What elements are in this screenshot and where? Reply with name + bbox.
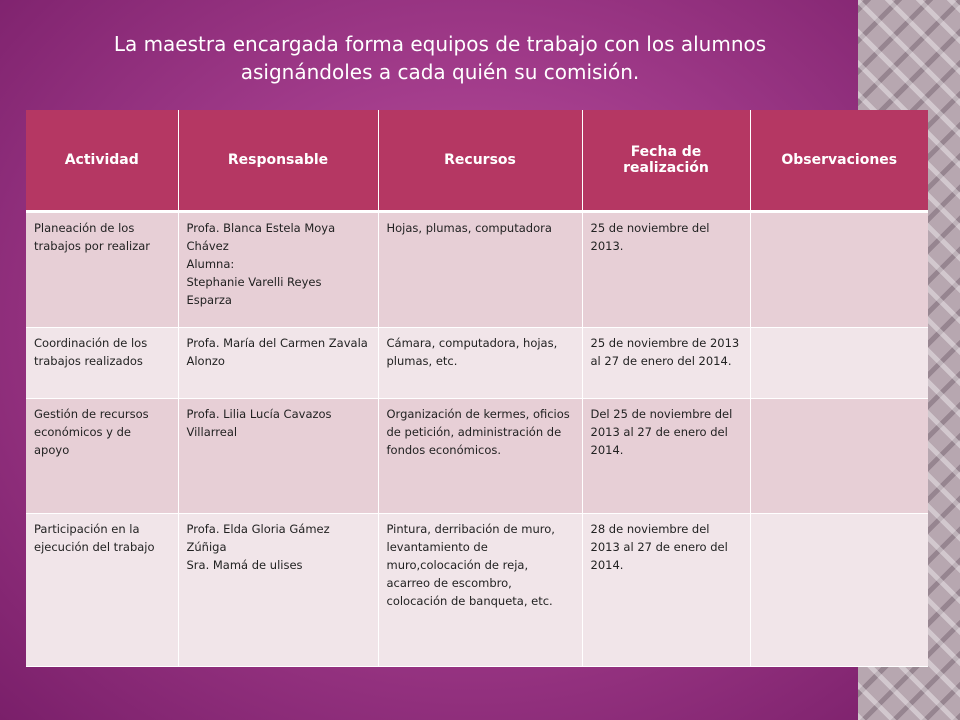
cell-fecha: 28 de noviembre del 2013 al 27 de enero del 2014. (582, 514, 750, 667)
cell-recursos: Pintura, derribación de muro, levantamiento de muro,colocación de reja, acarreo de escombro, colocación de banqueta, etc. (378, 514, 582, 667)
header-fecha-de-realizacion: Fecha de realización (582, 110, 750, 212)
header-actividad: Actividad (26, 110, 178, 212)
cell-responsable: Profa. Elda Gloria Gámez Zúñiga Sra. Mamá de ulises (178, 514, 378, 667)
header-responsable: Responsable (178, 110, 378, 212)
header-recursos: Recursos (378, 110, 582, 212)
table-row (26, 399, 928, 514)
cell-fecha: 25 de noviembre de 2013 al 27 de enero del 2014. (582, 328, 750, 399)
cell-fecha: 25 de noviembre del 2013. (582, 212, 750, 328)
header-observaciones: Observaciones (750, 110, 928, 212)
cell-actividad: Coordinación de los trabajos realizados (26, 328, 178, 399)
cell-observaciones (750, 328, 928, 399)
slide-title-line-2: asignándoles a cada quién su comisión. (240, 60, 640, 84)
cell-responsable: Profa. María del Carmen Zavala Alonzo (178, 328, 378, 399)
cell-actividad: Participación en la ejecución del trabajo (26, 514, 178, 667)
cell-recursos: Hojas, plumas, computadora (378, 212, 582, 328)
table-header-row (26, 110, 928, 212)
cell-responsable: Profa. Blanca Estela Moya Chávez Alumna: Stephanie Varelli Reyes Esparza (178, 212, 378, 328)
slide-title-line-1: La maestra encargada forma equipos de trabajo con los alumnos (113, 32, 767, 56)
cell-fecha: Del 25 de noviembre del 2013 al 27 de enero del 2014. (582, 399, 750, 514)
cell-recursos: Cámara, computadora, hojas, plumas, etc. (378, 328, 582, 399)
cell-recursos: Organización de kermes, oficios de petición, administración de fondos económicos. (378, 399, 582, 514)
cell-observaciones (750, 399, 928, 514)
table-row (26, 514, 928, 667)
cell-responsable: Profa. Lilia Lucía Cavazos Villarreal (178, 399, 378, 514)
cell-actividad: Planeación de los trabajos por realizar (26, 212, 178, 328)
activities-table (26, 110, 928, 667)
table-row (26, 212, 928, 328)
cell-actividad: Gestión de recursos económicos y de apoyo (26, 399, 178, 514)
slide-title (40, 30, 840, 86)
cell-observaciones (750, 212, 928, 328)
cell-observaciones (750, 514, 928, 667)
table-row (26, 328, 928, 399)
